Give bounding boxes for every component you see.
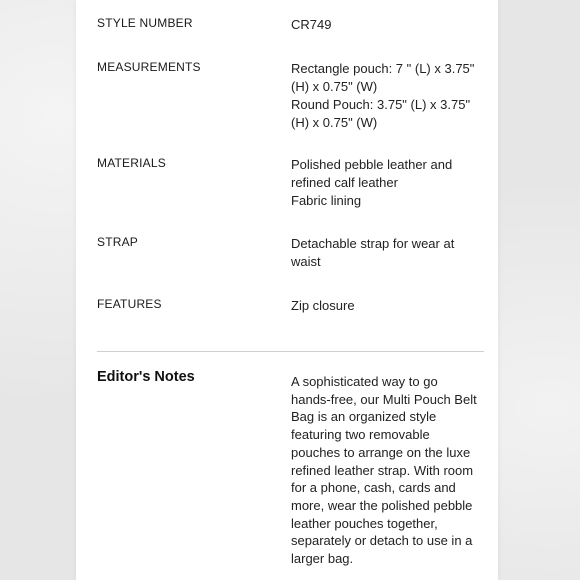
style-number-line: CR749 <box>291 17 332 32</box>
strap-line: waist <box>291 254 321 269</box>
editors-notes-line: more, wear the polished pebble <box>291 497 473 513</box>
style-number-value <box>291 16 491 34</box>
editors-notes-line: Bag is an organized style <box>291 409 437 425</box>
materials-line: Polished pebble leather and <box>291 157 453 172</box>
editors-notes-heading: Editor's Notes <box>97 369 195 385</box>
editors-notes-body <box>291 373 489 568</box>
materials-label: MATERIALS <box>97 156 166 170</box>
editors-notes-line: refined leather strap. With room <box>291 462 474 478</box>
editors-notes-line: larger bag. <box>291 551 354 567</box>
section-divider <box>97 351 484 352</box>
style-number-label: STYLE NUMBER <box>97 16 193 30</box>
features-value <box>291 297 491 315</box>
materials-line: refined calf leather <box>291 175 398 190</box>
features-line: Zip closure <box>291 298 355 313</box>
strap-value <box>291 235 491 271</box>
measurements-value <box>291 60 491 132</box>
features-label: FEATURES <box>97 297 162 311</box>
editors-notes-line: A sophisticated way to go <box>291 374 438 389</box>
measurements-line: (H) x 0.75" (W) <box>291 115 378 130</box>
editors-notes-line: for a phone, cash, cards and <box>291 480 456 496</box>
editors-notes-line: pouches to arrange on the luxe <box>291 444 471 460</box>
editors-notes-line: separately or detach to use in a <box>291 533 473 549</box>
strap-label: STRAP <box>97 235 139 249</box>
measurements-line: Rectangle pouch: 7 " (L) x 3.75" <box>291 61 475 76</box>
editors-notes-line: featuring two removable <box>291 427 430 443</box>
measurements-line: Round Pouch: 3.75" (L) x 3.75" <box>291 97 471 112</box>
strap-line: Detachable strap for wear at <box>291 236 455 251</box>
editors-notes-line: leather pouches together, <box>291 515 438 531</box>
measurements-line: (H) x 0.75" (W) <box>291 79 378 94</box>
editors-notes-line: hands-free, our Multi Pouch Belt <box>291 391 477 407</box>
measurements-label: MEASUREMENTS <box>97 60 201 74</box>
product-details-panel <box>76 0 498 580</box>
materials-line: Fabric lining <box>291 193 362 208</box>
materials-value <box>291 156 491 210</box>
